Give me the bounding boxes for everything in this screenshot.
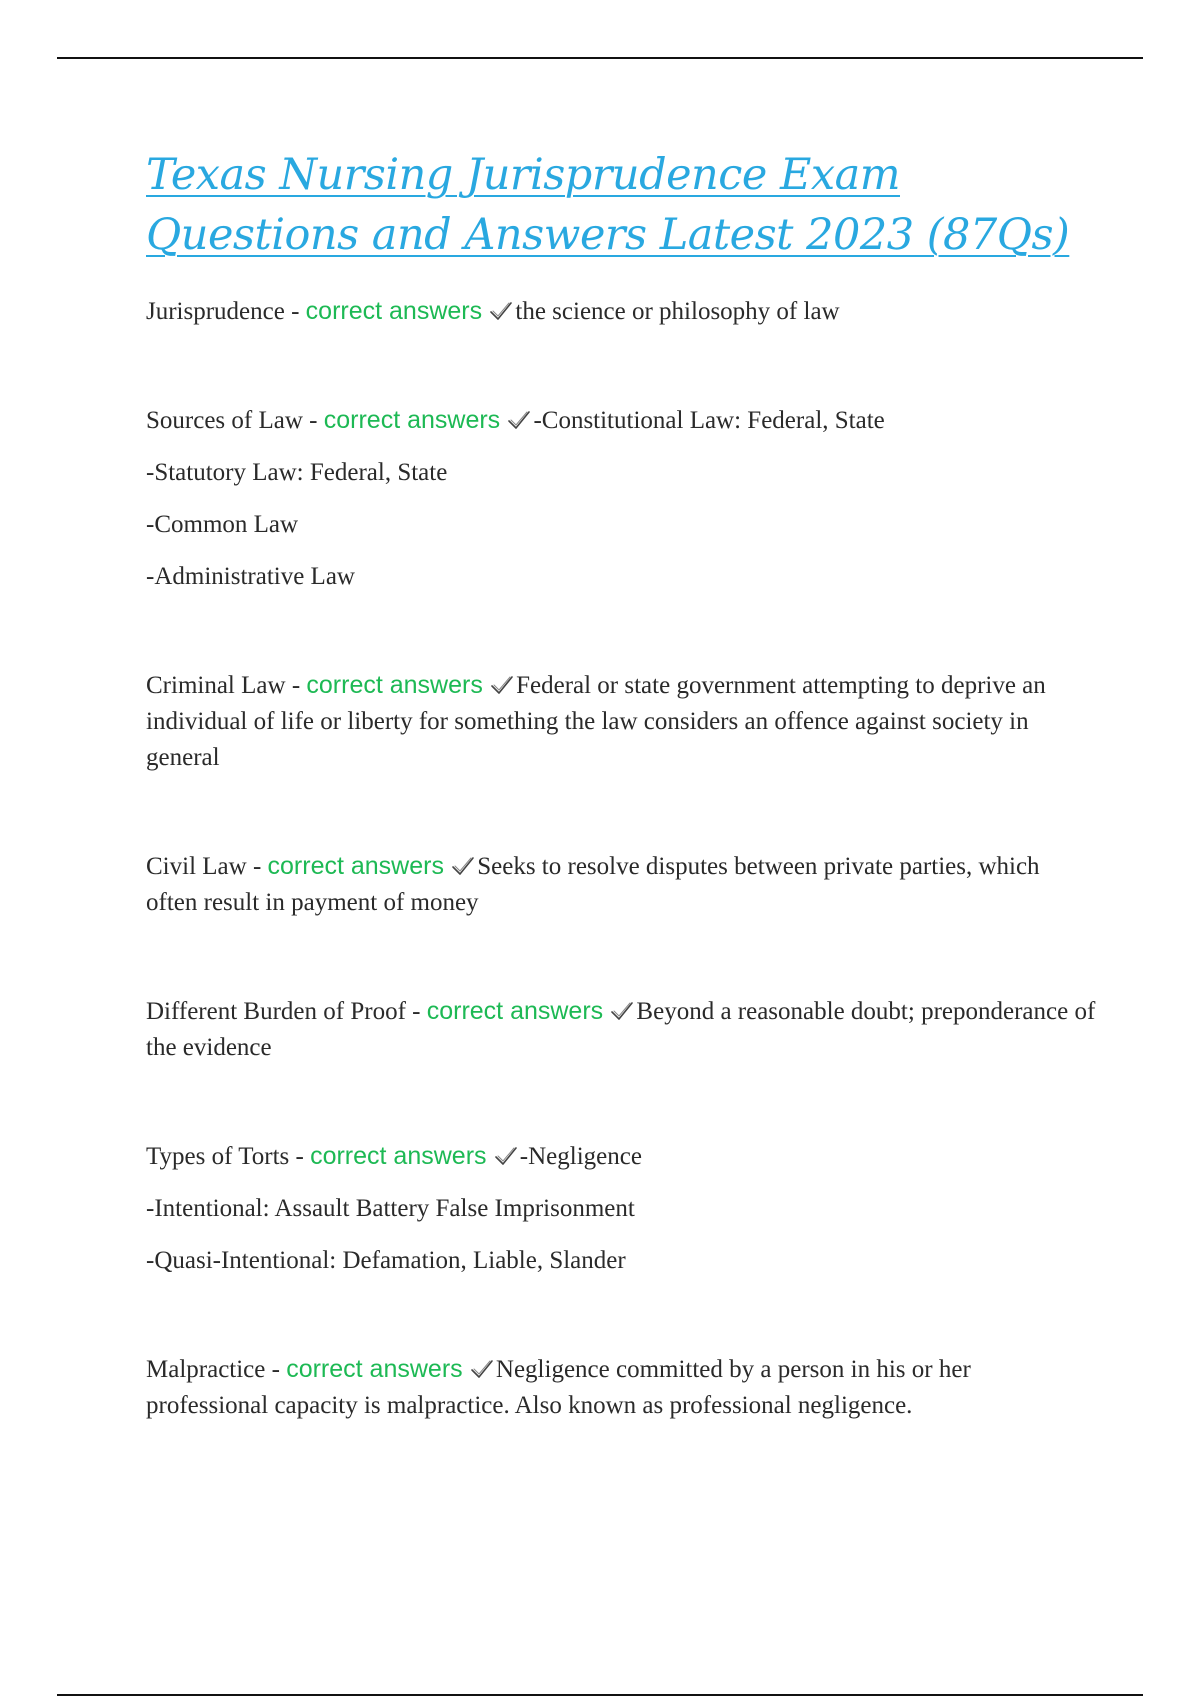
qa-term: Sources of Law <box>146 407 303 434</box>
check-mark-icon <box>506 409 532 431</box>
qa-item-malpractice: Malpractice - correct answers Negligence committed by a person in his or her professional capacity is malpractice. Also known as professional negligence. <box>146 1355 971 1419</box>
check-mark-icon <box>493 1145 519 1167</box>
qa-answer-line: the science or philosophy of law <box>515 298 840 325</box>
check-mark-icon <box>488 300 514 322</box>
qa-term: Jurisprudence <box>146 298 285 325</box>
qa-answer-line: -Intentional: Assault Battery False Imprisonment <box>146 1195 635 1222</box>
answer-tag: correct answers <box>323 406 501 434</box>
spacer <box>146 330 1096 402</box>
qa-answer-line: Beyond a reasonable doubt; preponderance of the evidence <box>146 998 1096 1061</box>
check-mark-icon <box>450 855 476 877</box>
answer-tag: correct answers <box>306 671 483 699</box>
spacer <box>146 921 1096 993</box>
answer-tag: correct answers <box>305 297 483 325</box>
spacer <box>146 595 1096 667</box>
document-body <box>146 145 1096 1424</box>
footer-rule <box>57 1694 1143 1696</box>
qa-item-sources-of-law: Sources of Law - correct answers -Constitutional Law: Federal, State -Statutory Law: Federal, State -Common Law -Administrative Law <box>146 402 1096 595</box>
qa-term: Different Burden of Proof <box>146 998 406 1025</box>
spacer <box>146 1066 1096 1138</box>
qa-answer-line: Negligence committed by a person in his or her professional capacity is malpractice. Also known as professional negligence. <box>146 1356 971 1419</box>
check-mark-icon <box>609 1000 635 1022</box>
check-mark-icon <box>489 674 515 696</box>
check-mark-icon <box>469 1358 495 1380</box>
answer-tag: correct answers <box>426 997 604 1025</box>
qa-answer-line: -Constitutional Law: Federal, State <box>533 407 885 434</box>
qa-term: Civil Law <box>146 853 247 880</box>
qa-answer-line: -Quasi-Intentional: Defamation, Liable, Slander <box>146 1247 626 1274</box>
qa-term: Types of Torts <box>146 1143 290 1170</box>
qa-answer-line: -Common Law <box>146 511 299 538</box>
answer-tag: correct answers <box>267 852 444 880</box>
qa-term: Malpractice <box>146 1356 266 1383</box>
answer-tag: correct answers <box>310 1142 487 1170</box>
qa-item-civil-law: Civil Law - correct answers Seeks to resolve disputes between private parties, which often result in payment of money <box>146 852 1040 916</box>
header-rule <box>57 57 1143 59</box>
document-title[interactable]: Texas Nursing Jurisprudence Exam Questions and Answers Latest 2023 (87Qs) <box>146 150 1070 260</box>
qa-item-criminal-law: Criminal Law - correct answers Federal or state government attempting to deprive an individual of life or liberty for something the law considers an offence against society in general <box>146 671 1046 771</box>
qa-answer-line: -Statutory Law: Federal, State <box>146 459 448 486</box>
qa-answer-line: -Administrative Law <box>146 563 355 590</box>
qa-answer-line: Federal or state government attempting to deprive an individual of life or liberty for something the law considers an offence against society in general <box>146 672 1046 771</box>
qa-item-types-of-torts: Types of Torts - correct answers -Negligence -Intentional: Assault Battery False Imprisonment -Quasi-Intentional: Defamation, Liable, Slander <box>146 1138 1096 1279</box>
spacer <box>146 776 1096 848</box>
qa-item-burden-of-proof: Different Burden of Proof - correct answers Beyond a reasonable doubt; preponderance of the evidence <box>146 997 1096 1061</box>
spacer <box>146 1279 1096 1351</box>
qa-item-jurisprudence: Jurisprudence - correct answers the science or philosophy of law <box>146 297 840 325</box>
qa-answer-line: -Negligence <box>519 1143 642 1170</box>
qa-term: Criminal Law <box>146 672 286 699</box>
qa-answer-line: Seeks to resolve disputes between private parties, which often result in payment of money <box>146 853 1040 916</box>
answer-tag: correct answers <box>286 1355 463 1383</box>
